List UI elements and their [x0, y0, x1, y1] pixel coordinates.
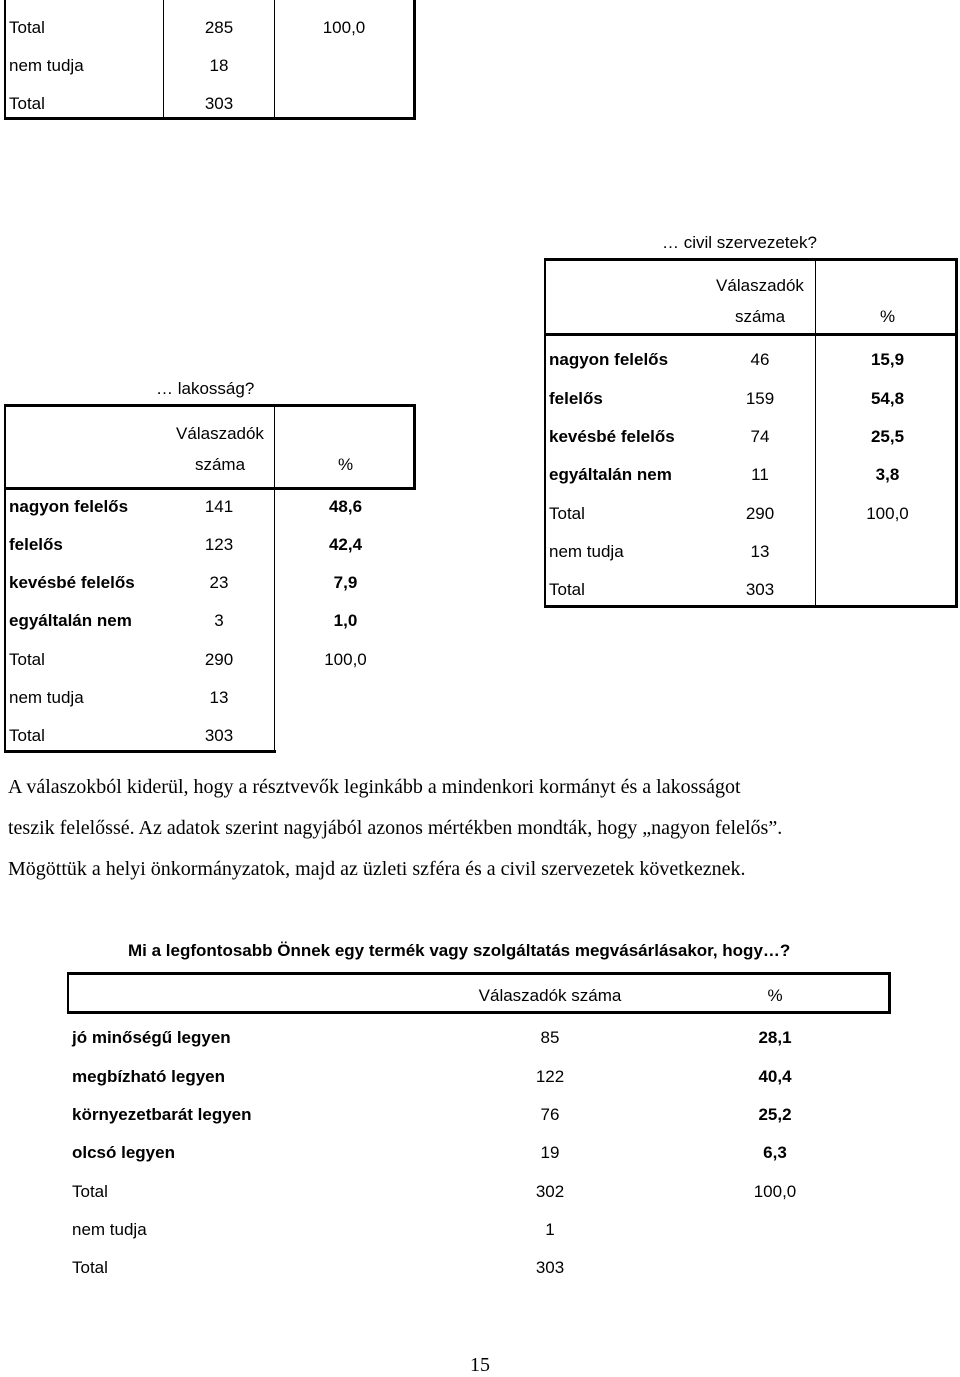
row-count: 46	[750, 350, 770, 369]
row-pct: 6,3	[763, 1143, 787, 1162]
row-count: 290	[204, 650, 234, 669]
row-count: 76	[540, 1105, 560, 1124]
head-count-line1: Válaszadók	[176, 424, 264, 443]
row-pct: 100,0	[866, 504, 909, 523]
row-count: 302	[535, 1182, 565, 1201]
row-pct: 100,0	[324, 650, 367, 669]
head-pct: %	[337, 455, 354, 474]
row-label: nem tudja	[72, 1220, 147, 1239]
row-pct: 48,6	[328, 497, 363, 516]
row-count: 19	[540, 1143, 560, 1162]
row-label: kevésbé felelős	[549, 427, 675, 446]
head-pct: %	[879, 307, 896, 326]
row-label: Total	[549, 580, 585, 599]
row-label: környezetbarát legyen	[72, 1105, 252, 1124]
row-label: olcsó legyen	[72, 1143, 175, 1162]
row-pct: 25,5	[870, 427, 905, 446]
row-label: egyáltalán nem	[549, 465, 672, 484]
row-count: 290	[745, 504, 775, 523]
row-label: Total	[9, 94, 45, 113]
row-label: Total	[72, 1258, 108, 1277]
row-count: 23	[209, 573, 229, 592]
row-label: nem tudja	[9, 56, 84, 75]
row-label: Total	[9, 18, 45, 37]
row-count: 123	[204, 535, 234, 554]
row-count: 303	[535, 1258, 565, 1277]
paragraph-line: Mögöttük a helyi önkormányzatok, majd az üzleti szféra és a civil szervezetek következnek.	[8, 858, 746, 880]
row-count: 303	[204, 94, 234, 113]
row-label: Total	[9, 650, 45, 669]
row-count: 141	[204, 497, 234, 516]
head-count-line1: Válaszadók	[716, 276, 804, 295]
head-count-line2: száma	[734, 307, 786, 326]
row-count: 11	[751, 465, 769, 484]
row-pct: 100,0	[753, 1182, 797, 1201]
row-pct: 3,8	[875, 465, 900, 484]
row-count: 285	[204, 18, 234, 37]
row-pct: 7,9	[333, 573, 358, 592]
row-label: jó minőségű legyen	[72, 1028, 231, 1047]
row-count: 3	[214, 611, 224, 630]
row-pct: 28,1	[758, 1028, 792, 1047]
row-label: nem tudja	[9, 688, 84, 707]
row-pct: 100,0	[322, 18, 366, 37]
row-count: 159	[745, 389, 775, 408]
table-title: Mi a legfontosabb Önnek egy termék vagy szolgáltatás megvásárlásakor, hogy…?	[128, 941, 791, 960]
page-number: 15	[470, 1354, 490, 1376]
table-title: … civil szervezetek?	[662, 233, 817, 252]
row-label: Total	[9, 726, 45, 745]
row-count: 122	[535, 1067, 565, 1086]
table-title: … lakosság?	[156, 379, 255, 398]
head-pct: %	[767, 986, 783, 1005]
head-count-line2: száma	[194, 455, 246, 474]
row-count: 18	[209, 56, 229, 75]
row-label: felelős	[549, 389, 603, 408]
row-label: Total	[549, 504, 585, 523]
row-pct: 1,0	[333, 611, 358, 630]
paragraph-line: A válaszokból kiderül, hogy a résztvevők leginkább a mindenkori kormányt és a lakosságot	[8, 776, 741, 798]
row-count: 74	[750, 427, 770, 446]
paragraph-line: teszik felelőssé. Az adatok szerint nagyjából azonos mértékben mondták, hogy „nagyon felelős”.	[8, 817, 783, 839]
row-pct: 40,4	[758, 1067, 792, 1086]
row-label: felelős	[9, 535, 63, 554]
row-label: nagyon felelős	[9, 497, 129, 516]
row-pct: 25,2	[758, 1105, 792, 1124]
row-count: 85	[540, 1028, 560, 1047]
row-label: Total	[72, 1182, 108, 1201]
row-pct: 42,4	[328, 535, 363, 554]
row-pct: 15,9	[870, 350, 905, 369]
row-count: 13	[209, 688, 229, 707]
row-pct: 54,8	[870, 389, 905, 408]
row-count: 1	[545, 1220, 555, 1239]
row-count: 13	[750, 542, 770, 561]
row-count: 303	[745, 580, 775, 599]
row-label: megbízható legyen	[72, 1067, 226, 1086]
row-count: 303	[204, 726, 234, 745]
row-label: nem tudja	[549, 542, 624, 561]
row-label: nagyon felelős	[549, 350, 669, 369]
row-label: egyáltalán nem	[9, 611, 132, 630]
head-count: Válaszadók száma	[478, 986, 622, 1005]
row-label: kevésbé felelős	[9, 573, 135, 592]
